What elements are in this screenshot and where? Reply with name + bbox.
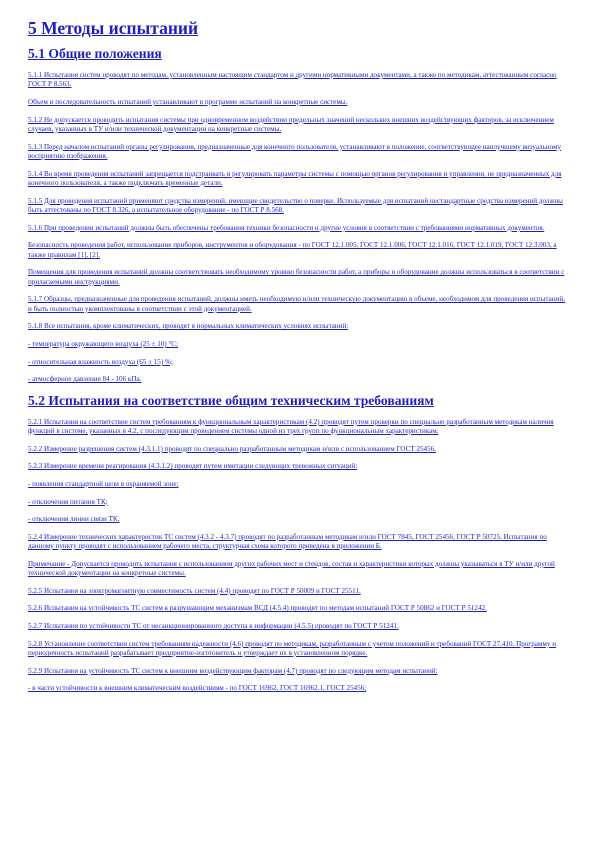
paragraph[interactable]: 5.1.2 Не допускается проводить испытания системы при одновременном воздействии предельных значений нескольких внешних воздействующих факторов, за исключением случаев, указанных в ТУ и/или технической документации на конкретные системы. [28, 115, 554, 133]
paragraph[interactable]: 5.2.4 Измерение технических характеристик ТС систем (4.3.2 - 4.3.7) проводят по разработанным методикам и/или ГОСТ 7845, ГОСТ 25456, ГОСТ Р 50725. Испытания по данному пункту проводят с использованием рабочего места, структурная схема которого приведена в приложении Б. [28, 532, 547, 550]
paragraph[interactable]: Безопасность проведения работ, использование приборов, инструментов и оборудования - по ГОСТ 12.1.005, ГОСТ 12.1.006, ГОСТ 12.1.016, ГОСТ 12.1.019, ГОСТ 12.3.003, а также правилам [1], [2]. [28, 241, 557, 259]
list-item[interactable]: - атмосферное давление 84 - 106 кПа. [28, 375, 142, 384]
paragraph[interactable]: 5.2.3 Измерение времени реагирования (4.3.1.2) проводят путем имитации следующих тревожных ситуаций: [28, 462, 358, 471]
list-item[interactable]: - отключения питания ТК; [28, 497, 108, 506]
list-item[interactable]: - отключения линии связи ТК. [28, 515, 120, 524]
paragraph[interactable]: 5.2.1 Испытания на соответствие систем требованиям к функциональным характеристикам (4.2) проводят путем проверки по специально разработанным методикам наличия функций в системе, указанных в 4.2, с последующим проведением системы одной из трех групп по функциональным характеристикам. [28, 417, 554, 435]
paragraph[interactable]: 5.1.6 При проведении испытаний должны быть обеспечены требования техники безопасности и другие условия в соответствии с требованиями нормативных документов. [28, 223, 545, 232]
paragraph[interactable]: 5.2.7 Испытания по устойчивости ТС от несанкционированного доступа к информации (4.5.5) проводят по ГОСТ Р 51241. [28, 622, 399, 631]
chapter-heading[interactable]: 5 Методы испытаний [28, 18, 199, 38]
list-item[interactable]: - относительная влажность воздуха (65 ± 15) %; [28, 357, 173, 366]
paragraph[interactable]: 5.1.3 Перед началом испытаний органы регулирования, предназначенные для конечного пользователя, устанавливают в положение, соответствующее наилучшему визуальному восприятию изображения. [28, 142, 562, 160]
paragraph[interactable]: 5.1.8 Все испытания, кроме климатических, проводят в нормальных климатических условиях испытаний: [28, 322, 349, 331]
note-paragraph[interactable]: Примечание - Допускается проводить испытания с использованием других рабочих мест и стендов, состав и характеристики которых должны указываться в ТУ и/или другой технической документации на конкретные системы. [28, 559, 555, 577]
paragraph[interactable]: 5.1.7 Образцы, предназначенные для проведения испытаний, должны иметь необходимую и/или техническую документацию в объеме, необходимом для проведения испытаний, и быть полностью укомплектованы в соответствии с этой документацией. [28, 295, 565, 313]
section-heading-requirements[interactable]: 5.2 Испытания на соответствие общим техническим требованиям [28, 392, 434, 408]
list-item[interactable]: - в части устойчивости к внешним климатическим воздействиям - по ГОСТ 16962, ГОСТ 16962.1, ГОСТ 25456; [28, 684, 367, 693]
paragraph[interactable]: Объем и последовательность испытаний устанавливают в программе испытаний на конкретные системы. [28, 98, 348, 106]
paragraph[interactable]: 5.1.1 Испытания систем проводят по методам, установленным настоящим стандартом и другими нормативными документами, а также по методикам, аттестованным согласно ГОСТ Р 8.563. [28, 71, 557, 89]
paragraph[interactable]: 5.1.5 Для проведения испытаний применяют средства измерений, имеющие свидетельство о поверке. Используемые для испытаний нестандартные средства измерений должны быть аттестованы по ГОСТ 8.326, а испытательное оборудование - по ГОСТ Р 8.568. [28, 196, 563, 214]
paragraph[interactable]: 5.2.9 Испытания на устойчивость ТС систем к внешним воздействующим факторам (4.7) проводят по следующим методам испытаний: [28, 666, 438, 675]
section-heading-general[interactable]: 5.1 Общие положения [28, 46, 162, 61]
list-item[interactable]: - температура окружающего воздуха (25 ± 10) °С; [28, 339, 178, 348]
paragraph[interactable]: 5.2.6 Испытания на устойчивость ТС систем к разрушающим механизмам ВСД (4.5.4) проводят по методам испытаний ГОСТ Р 50862 и ГОСТ Р 51242. [28, 604, 487, 613]
list-item[interactable]: - появления стандартной цели в охраняемой зоне; [28, 479, 179, 488]
paragraph[interactable]: 5.1.4 Во время проведения испытаний запрещается подстраивать и регулировать параметры системы с помощью органов регулирования и управления, не предназначенных для конечного пользователя, а также подключать временные детали. [28, 169, 562, 187]
paragraph[interactable]: Помещения для проведения испытаний должны соответствовать необходимому уровню безопасности работ, а приборы и оборудование должны использоваться в соответствии с прилагаемыми инструкциями. [28, 268, 565, 286]
paragraph[interactable]: 5.2.2 Измерение разрешения систем (4.3.1.1) проводят по специально разработанным методикам и/или с использованием ГОСТ 25456. [28, 444, 436, 453]
paragraph[interactable]: 5.2.8 Установление соответствия систем требованиям надежности (4.6) проводят по методикам, разработанным с учетом положений и требований ГОСТ 27.410. Программу и периодичность испытаний разрабатывает предприятие-изготовитель и утверждает их в установленном порядке. [28, 639, 556, 657]
paragraph[interactable]: 5.2.5 Испытания на электромагнитную совместимость систем (4.4) проводят по ГОСТ Р 50009 и ГОСТ 25511. [28, 586, 361, 595]
